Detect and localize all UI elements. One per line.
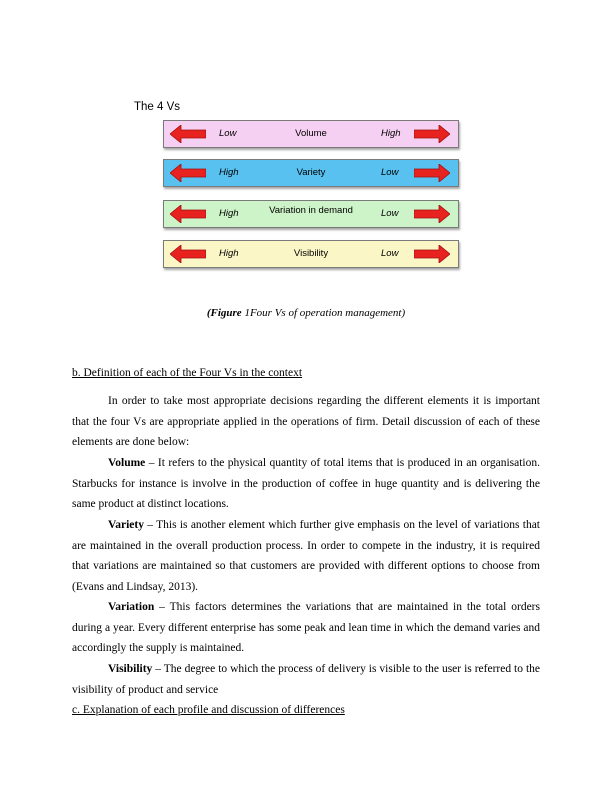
volume-label: Volume	[295, 128, 327, 139]
volume-definition: – It refers to the physical quantity of total items that is produced in an organisation. Starbucks for instance is involve in the production of coffee in huge quantity and is delivering the same product at distinct locations.	[72, 457, 540, 511]
visibility-left-label: High	[219, 248, 239, 259]
right-arrow-icon	[414, 164, 450, 182]
variety-paragraph	[72, 515, 540, 597]
variety-term: Variety	[108, 519, 144, 531]
volume-right-label: High	[381, 128, 401, 139]
caption-text: 1Four Vs of operation management)	[244, 307, 406, 319]
variation-term: Variation	[108, 601, 155, 613]
variety-left-label: High	[219, 167, 239, 178]
volume-bar	[163, 120, 459, 148]
variation-definition: – This factors determines the variations that are maintained in the total orders during a year. Every different enterprise has some peak and lean time in which the demand varies and accordingly the supply is maintained.	[72, 601, 540, 655]
section-b-heading: b. Definition of each of the Four Vs in the context	[72, 367, 303, 379]
volume-left-label: Low	[219, 128, 237, 139]
visibility-paragraph	[72, 659, 540, 700]
right-arrow-icon	[414, 205, 450, 223]
variation-left-label: High	[219, 208, 239, 219]
volume-term: Volume	[108, 457, 146, 469]
volume-paragraph	[72, 453, 540, 515]
figure-caption	[0, 307, 612, 319]
visibility-label: Visibility	[293, 248, 329, 259]
right-arrow-icon	[414, 125, 450, 143]
visibility-term: Visibility	[108, 663, 153, 675]
variety-label: Variety	[296, 167, 326, 178]
visibility-definition: – The degree to which the process of delivery is visible to the user is referred to the visibility of product and service	[72, 663, 540, 696]
variety-right-label: Low	[381, 167, 399, 178]
right-arrow-icon	[414, 245, 450, 263]
variety-bar	[163, 159, 459, 187]
caption-label: (Figure	[206, 307, 245, 319]
section-c-heading: c. Explanation of each profile and discussion of differences	[72, 704, 345, 716]
variation-right-label: Low	[381, 208, 399, 219]
variation-bar	[163, 200, 459, 228]
variation-label: Variation in demand	[269, 205, 353, 216]
variation-paragraph	[72, 597, 540, 659]
visibility-right-label: Low	[381, 248, 399, 259]
variety-definition: – This is another element which further give emphasis on the level of variations that are maintained in the overall production process. In order to compete in the industry, it is required that variations are maintained so that customers are provided with different options to choose from (Evans and Lindsay, 2013).	[72, 519, 540, 593]
figure-title: The 4 Vs	[134, 101, 181, 113]
visibility-bar	[163, 240, 459, 268]
intro-paragraph: In order to take most appropriate decisions regarding the different elements it is important that the four Vs are appropriate applied in the operations of firm. Detail discussion of each of these elements are done below:	[72, 395, 540, 449]
